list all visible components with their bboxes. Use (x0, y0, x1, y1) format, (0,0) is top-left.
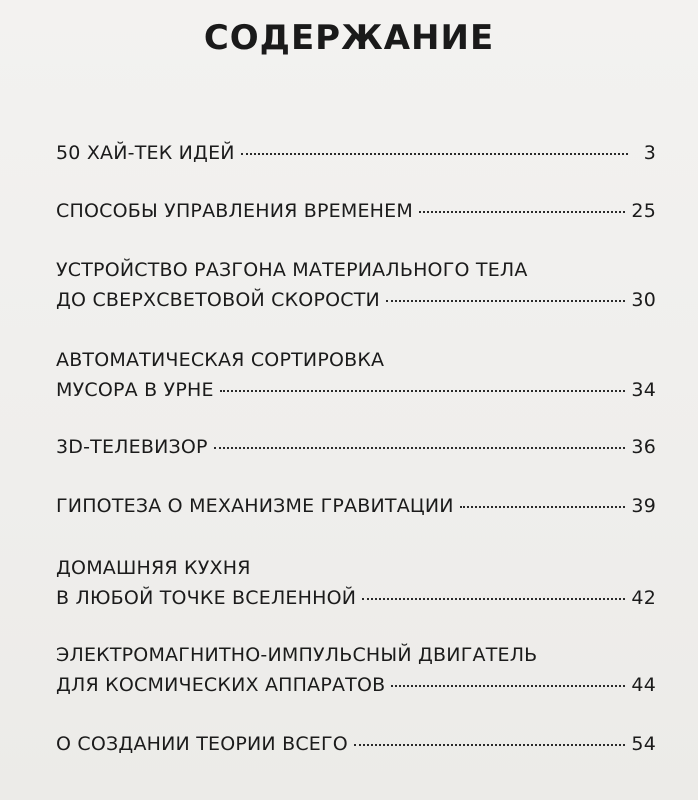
toc-page-number: 39 (631, 495, 656, 517)
toc-entry-title-line-1: УСТРОЙСТВО РАЗГОНА МАТЕРИАЛЬНОГО ТЕЛА (56, 259, 528, 281)
toc-page-number: 54 (631, 733, 656, 755)
dot-leader (241, 153, 628, 155)
toc-entry[interactable] (56, 557, 656, 617)
toc-page-number: 3 (643, 142, 656, 164)
toc-entry[interactable] (56, 200, 656, 230)
toc-entry[interactable] (56, 495, 656, 525)
toc-entry[interactable] (56, 349, 656, 409)
dot-leader (362, 598, 625, 600)
toc-entry-title-line-2: МУСОРА В УРНЕ (56, 379, 214, 401)
dot-leader (419, 211, 625, 213)
toc-page-number: 42 (631, 587, 656, 609)
toc-entry-title: СПОСОБЫ УПРАВЛЕНИЯ ВРЕМЕНЕМ (56, 200, 413, 222)
page-title: СОДЕРЖАНИЕ (203, 18, 495, 58)
toc-page-number: 36 (631, 436, 656, 458)
toc-entry-title-line-2: ДО СВЕРХСВЕТОВОЙ СКОРОСТИ (56, 289, 380, 311)
toc-entry-title: О СОЗДАНИИ ТЕОРИИ ВСЕГО (56, 733, 348, 755)
toc-entry-title-line-2: В ЛЮБОЙ ТОЧКЕ ВСЕЛЕННОЙ (56, 587, 357, 609)
toc-entry[interactable] (56, 436, 656, 466)
toc-page-number: 30 (631, 289, 656, 311)
toc-page-number: 25 (631, 200, 656, 222)
toc-entry-title: 50 ХАЙ-ТЕК ИДЕЙ (56, 142, 235, 164)
dot-leader (220, 390, 626, 392)
toc-entry-title: 3D-ТЕЛЕВИЗОР (56, 436, 208, 458)
toc-entry[interactable] (56, 142, 656, 172)
dot-leader (214, 447, 626, 449)
toc-entry-title-line-1: ДОМАШНЯЯ КУХНЯ (56, 557, 251, 579)
toc-entry-title-line-1: АВТОМАТИЧЕСКАЯ СОРТИРОВКА (56, 349, 385, 371)
dot-leader (460, 506, 626, 508)
dot-leader (386, 300, 625, 302)
toc-entry-title: ГИПОТЕЗА О МЕХАНИЗМЕ ГРАВИТАЦИИ (56, 495, 454, 517)
toc-entry[interactable] (56, 733, 656, 763)
toc-entry-title-line-2: ДЛЯ КОСМИЧЕСКИХ АППАРАТОВ (56, 674, 386, 696)
toc-entry-title-line-1: ЭЛЕКТРОМАГНИТНО-ИМПУЛЬСНЫЙ ДВИГАТЕЛЬ (56, 644, 538, 666)
dot-leader (391, 685, 625, 687)
toc-page-number: 34 (631, 379, 656, 401)
dot-leader (354, 744, 625, 746)
toc-entry[interactable] (56, 259, 656, 319)
toc-entry[interactable] (56, 644, 656, 704)
toc-page-number: 44 (631, 674, 656, 696)
